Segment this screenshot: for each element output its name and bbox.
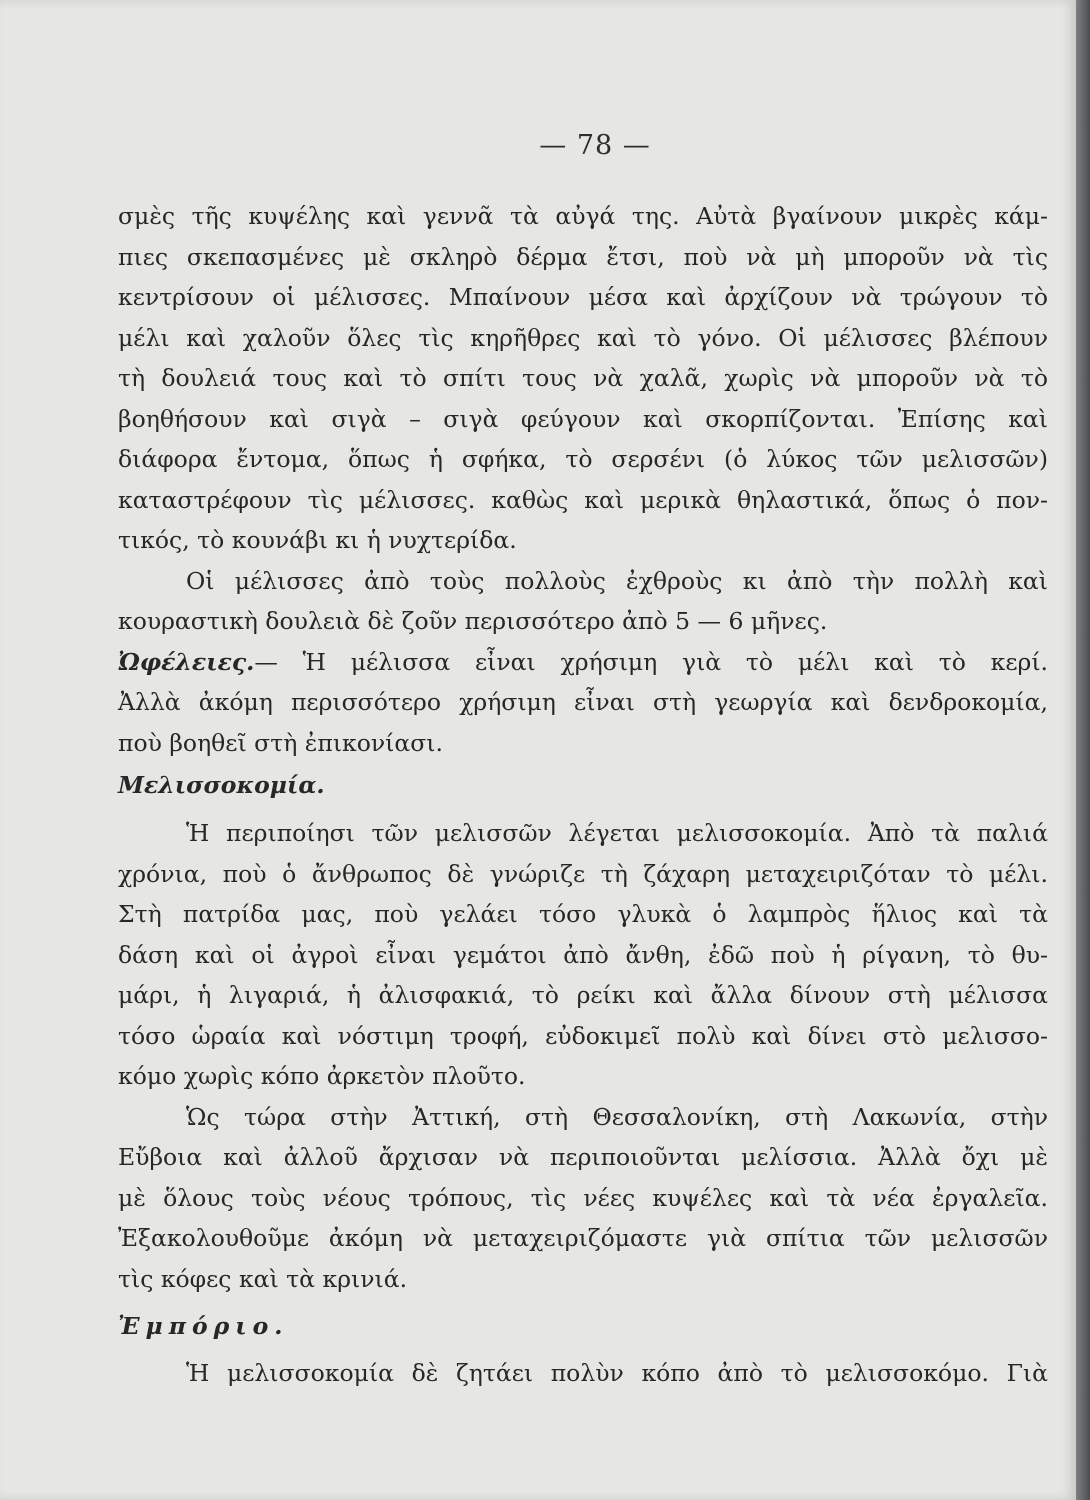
text-line: βοηθήσουν καὶ σιγὰ – σιγὰ φεύγουν καὶ σκορπίζονται. Ἐπίσης καὶ: [118, 404, 1048, 433]
text-line: δάση καὶ οἱ ἀγροὶ εἶναι γεμάτοι ἀπὸ ἄνθη, ἐδῶ ποὺ ἡ ρίγανη, τὸ θυ-: [118, 940, 1048, 969]
text-line: τὴ δουλειά τους καὶ τὸ σπίτι τους νὰ χαλᾶ, χωρὶς νὰ μποροῦν νὰ τὸ: [118, 364, 1048, 392]
text-line: Ἡ περιποίησι τῶν μελισσῶν λέγεται μελισσοκομία. Ἀπὸ τὰ παλιά: [186, 819, 1048, 847]
text-line: μάρι, ἡ λιγαριά, ἡ ἀλισφακιά, τὸ ρείκι καὶ ἄλλα δίνουν στὴ μέλισσα: [118, 981, 1048, 1009]
text-line: κόμο χωρὶς κόπο ἀρκετὸν πλοῦτο.: [118, 1062, 526, 1090]
text-line: σμὲς τῆς κυψέλης καὶ γεννᾶ τὰ αὐγά της. Αὐτὰ βγαίνουν μικρὲς κάμ-: [118, 202, 1048, 230]
page-edge-shadow: [1076, 0, 1090, 1500]
text-line: τόσο ὡραία καὶ νόστιμη τροφή, εὐδοκιμεῖ πολὺ καὶ δίνει στὸ μελισσο-: [118, 1021, 1048, 1050]
text-line: Στὴ πατρίδα μας, ποὺ γελάει τόσο γλυκὰ ὁ λαμπρὸς ἥλιος καὶ τὰ: [118, 900, 1048, 928]
text-line: Ἡ μελισσοκομία δὲ ζητάει πολὺν κόπο ἀπὸ τὸ μελισσοκόμο. Γιὰ: [186, 1359, 1048, 1387]
text-line: κεντρίσουν οἱ μέλισσες. Μπαίνουν μέσα καὶ ἀρχίζουν νὰ τρώγουν τὸ: [118, 283, 1048, 311]
section-heading-beekeeping: Μελισσοκομία.: [118, 771, 325, 799]
text-line-split: καταστρέφουν τὶς μέλισσες. καθὼς καὶ μερικὰ θηλαστικά, ὅπως ὁ πον-: [118, 485, 1048, 514]
page-number: — 78 —: [539, 130, 651, 161]
text-line: Ὡς τώρα στὴν Ἀττική, στὴ Θεσσαλονίκη, στὴ Λακωνία, στὴν: [186, 1102, 1048, 1131]
subheading-benefits: Ὠφέλειες.: [118, 647, 255, 676]
section-heading-trade: Ἐμπόριο.: [118, 1312, 289, 1340]
benefits-text: Ἡ μέλισσα εἶναι χρήσιμη γιὰ τὸ μέλι καὶ τὸ κερί.: [277, 647, 1048, 676]
text-line: Ἐξακολουθοῦμε ἀκόμη νὰ μεταχειριζόμαστε γιὰ σπίτια τῶν μελισσῶν: [118, 1224, 1048, 1252]
text-line: κουραστικὴ δουλειὰ δὲ ζοῦν περισσότερο ἀπὸ 5 — 6 μῆνες.: [118, 607, 828, 635]
text-line: τὶς κόφες καὶ τὰ κρινιά.: [118, 1264, 408, 1293]
text-line: πιες σκεπασμένες μὲ σκληρὸ δέρμα ἔτσι, ποὺ νὰ μὴ μποροῦν νὰ τὶς: [118, 242, 1048, 271]
benefits-dash: —: [254, 647, 278, 676]
text-line: μέλι καὶ χαλοῦν ὅλες τὶς κηρῆθρες καὶ τὸ γόνο. Οἱ μέλισσες βλέπουν: [118, 323, 1048, 352]
text-line: Ἀλλὰ ἀκόμη περισσότερο χρήσιμη εἶναι στὴ γεωργία καὶ δενδροκομία,: [118, 688, 1048, 716]
text-line: διάφορα ἔντομα, ὅπως ἡ σφήκα, τὸ σερσένι (ὁ λύκος τῶν μελισσῶν): [118, 445, 1048, 473]
text-line: χρόνια, ποὺ ὁ ἄνθρωπος δὲ γνώριζε τὴ ζάχαρη μεταχειριζόταν τὸ μέλι.: [118, 859, 1048, 888]
benefits-line: [118, 642, 1048, 683]
text-line: Οἱ μέλισσες ἀπὸ τοὺς πολλοὺς ἐχθροὺς κι ἀπὸ τὴν πολλὴ καὶ: [186, 566, 1048, 595]
text-line-continuation: τικός, τὸ κουνάβι κι ἡ νυχτερίδα.: [118, 526, 517, 554]
text-line: μὲ ὅλους τοὺς νέους τρόπους, τὶς νέες κυψέλες καὶ τὰ νέα ἐργαλεῖα.: [118, 1183, 1048, 1212]
text-line: ποὺ βοηθεῖ στὴ ἐπικονίασι.: [118, 728, 443, 757]
text-line: Εὔβοια καὶ ἀλλοῦ ἄρχισαν νὰ περιποιοῦνται μελίσσια. Ἀλλὰ ὄχι μὲ: [118, 1143, 1048, 1171]
page-body: [118, 196, 1048, 1394]
